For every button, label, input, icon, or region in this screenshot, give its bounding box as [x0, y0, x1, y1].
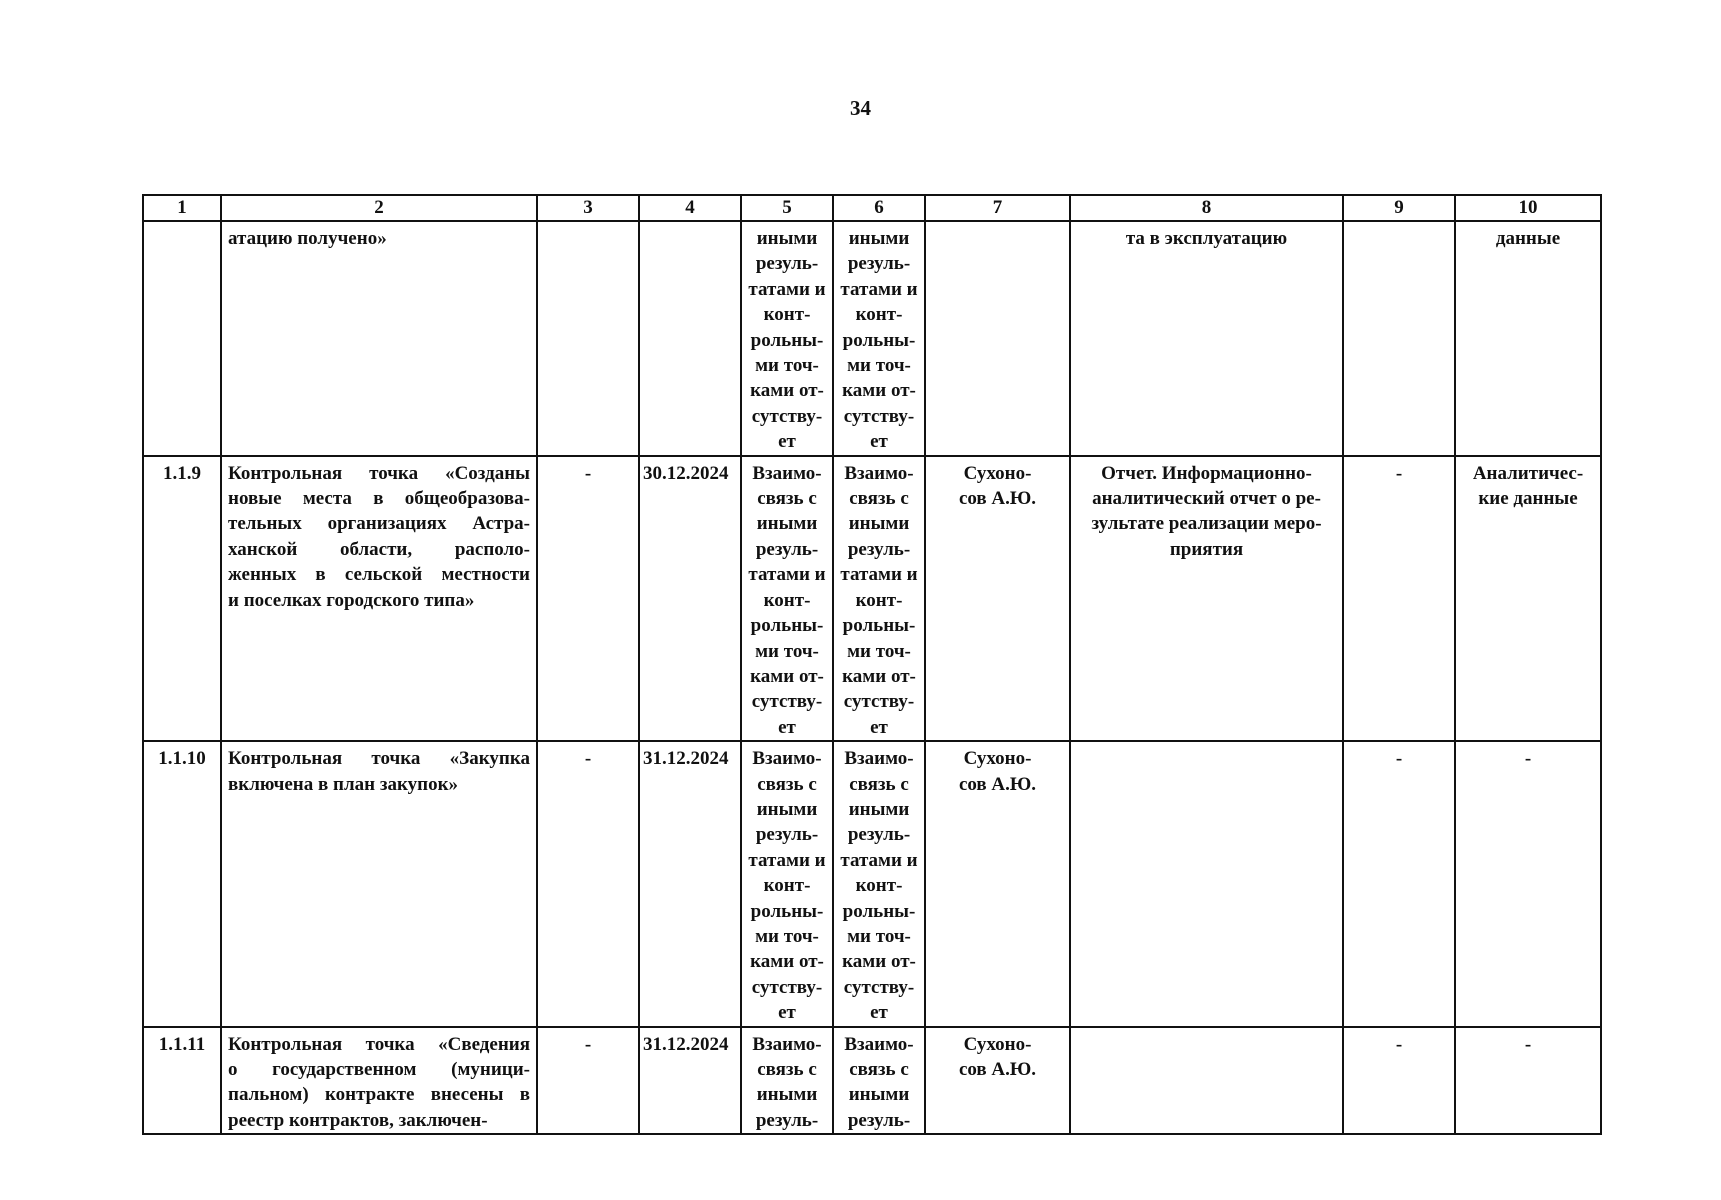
cell-line: резуль-	[755, 1109, 819, 1131]
cell-line: связь с	[849, 773, 909, 795]
plan-table	[142, 194, 1602, 1135]
cell-line: Контрольная точка «Сведения	[228, 1033, 530, 1055]
cell-line: связь с	[849, 1059, 909, 1080]
cell-line: приятия	[1169, 538, 1244, 560]
cell-line: Сухоно-	[963, 462, 1032, 484]
cell-line: женных в сельской местности	[228, 564, 530, 586]
cell-name	[221, 1027, 537, 1135]
cell-line: связь с	[757, 773, 817, 795]
cell-number: 1.1.9	[143, 456, 221, 741]
cell-line: резуль-	[847, 253, 911, 275]
cell-responsible	[925, 221, 1070, 456]
cell-line: Контрольная точка «Закупка	[228, 748, 530, 770]
cell-info-system	[1455, 1027, 1601, 1135]
cell-line: конт-	[763, 875, 811, 897]
cell-line: сутству-	[751, 691, 823, 713]
cell-line: конт-	[855, 589, 903, 611]
table-row-continuation	[143, 221, 1601, 456]
cell-line: ками от-	[750, 665, 824, 687]
cell-line: рольны-	[842, 615, 916, 637]
column-header: 5	[741, 195, 833, 221]
cell-line: ет	[778, 716, 796, 738]
cell-line: ет	[870, 431, 888, 453]
cell-line: сутству-	[751, 976, 823, 998]
cell-name	[221, 456, 537, 741]
cell-info-system	[1455, 741, 1601, 1026]
cell-line: иными	[848, 228, 910, 249]
column-number-row	[143, 195, 1601, 221]
cell-line: иными	[756, 798, 818, 820]
cell-relation-5	[741, 456, 833, 741]
cell-number	[143, 221, 221, 456]
cell-line: пальном) контракте внесены в	[228, 1084, 530, 1106]
column-header: 10	[1455, 195, 1601, 221]
cell-col9	[1343, 221, 1455, 456]
cell-line: Контрольная точка «Созданы	[228, 462, 530, 484]
cell-line: ет	[870, 716, 888, 738]
cell-relation-6	[833, 456, 925, 741]
cell-line: Аналитичес-	[1472, 462, 1584, 484]
cell-info-system	[1455, 456, 1601, 741]
cell-line: резуль-	[847, 1109, 911, 1131]
cell-line: резуль-	[847, 538, 911, 560]
cell-relation-5	[741, 1027, 833, 1135]
cell-line: татами и	[748, 849, 826, 871]
cell-line: резуль-	[847, 824, 911, 846]
cell-line: ет	[870, 1002, 888, 1024]
cell-name	[221, 741, 537, 1026]
cell-date: 30.12.2024	[639, 456, 741, 741]
cell-responsible	[925, 1027, 1070, 1135]
cell-line: ками от-	[842, 665, 916, 687]
cell-line: иными	[848, 513, 910, 535]
cell-number: 1.1.11	[143, 1027, 221, 1135]
cell-line: рольны-	[842, 329, 916, 351]
cell-line: новые места в общеобразова-	[228, 488, 530, 510]
cell-line: татами и	[748, 278, 826, 300]
cell-line: ми точ-	[755, 640, 819, 662]
cell-responsible	[925, 456, 1070, 741]
cell-col3: -	[537, 741, 639, 1026]
cell-line: -	[1524, 748, 1532, 770]
cell-line: зультате реализации меро-	[1091, 513, 1322, 535]
cell-date: 31.12.2024	[639, 741, 741, 1026]
cell-line: Взаимо-	[752, 748, 822, 770]
cell-line: -	[1524, 1033, 1532, 1055]
cell-line: ми точ-	[755, 925, 819, 947]
cell-col3: -	[537, 1027, 639, 1135]
cell-line: ет	[778, 1002, 796, 1024]
cell-line: ми точ-	[847, 640, 911, 662]
cell-col3	[537, 221, 639, 456]
cell-line: о государственном (муници-	[228, 1059, 530, 1080]
cell-line: иными	[848, 1084, 910, 1106]
cell-line: татами и	[840, 849, 918, 871]
cell-line: Взаимо-	[844, 462, 914, 484]
cell-relation-6	[833, 741, 925, 1026]
cell-relation-5	[741, 741, 833, 1026]
cell-line: иными	[756, 228, 818, 249]
column-header: 2	[221, 195, 537, 221]
cell-line: иными	[756, 1084, 818, 1106]
cell-line: рольны-	[750, 329, 824, 351]
column-header: 6	[833, 195, 925, 221]
cell-line: татами и	[748, 564, 826, 586]
cell-line: реестр контрактов, заключен-	[228, 1109, 488, 1131]
cell-line: сутству-	[843, 691, 915, 713]
cell-line: связь с	[849, 488, 909, 510]
cell-line: связь с	[757, 1059, 817, 1080]
cell-col9: -	[1343, 456, 1455, 741]
cell-line: ми точ-	[847, 925, 911, 947]
cell-line: резуль-	[755, 824, 819, 846]
cell-info-system: данные	[1455, 221, 1601, 456]
cell-line: сутству-	[843, 405, 915, 427]
cell-line: Взаимо-	[844, 748, 914, 770]
cell-relation-6	[833, 221, 925, 456]
cell-line: кие данные	[1478, 488, 1578, 510]
cell-line: конт-	[763, 304, 811, 326]
cell-relation-5	[741, 221, 833, 456]
cell-line: рольны-	[750, 615, 824, 637]
table-row	[143, 1027, 1601, 1135]
cell-line: Сухоно-	[963, 1033, 1032, 1055]
cell-line: конт-	[763, 589, 811, 611]
column-header: 9	[1343, 195, 1455, 221]
cell-line: конт-	[855, 875, 903, 897]
cell-line: ками от-	[842, 380, 916, 402]
cell-date	[639, 221, 741, 456]
cell-line: сов А.Ю.	[958, 488, 1037, 510]
table-row	[143, 456, 1601, 741]
cell-line: ками от-	[842, 951, 916, 973]
cell-responsible	[925, 741, 1070, 1026]
cell-col3: -	[537, 456, 639, 741]
cell-line: Сухоно-	[963, 748, 1032, 770]
cell-line: ханской области, располо-	[228, 538, 530, 560]
cell-line: рольны-	[842, 900, 916, 922]
cell-line: и поселках городского типа»	[228, 589, 475, 611]
cell-line: ками от-	[750, 380, 824, 402]
cell-line: Отчет. Информационно-	[1101, 462, 1312, 484]
cell-line: Взаимо-	[752, 1033, 822, 1055]
cell-line: ет	[778, 431, 796, 453]
cell-line: иными	[848, 798, 910, 820]
cell-document: та в эксплуатацию	[1070, 221, 1343, 456]
column-header: 7	[925, 195, 1070, 221]
column-header: 8	[1070, 195, 1343, 221]
cell-line: рольны-	[750, 900, 824, 922]
cell-line: ми точ-	[847, 355, 911, 377]
cell-line: включена в план закупок»	[228, 773, 459, 795]
cell-line: сов А.Ю.	[958, 1059, 1037, 1080]
cell-relation-6	[833, 1027, 925, 1135]
cell-line: конт-	[855, 304, 903, 326]
column-header: 3	[537, 195, 639, 221]
cell-line: сутству-	[843, 976, 915, 998]
column-header: 1	[143, 195, 221, 221]
cell-line: резуль-	[755, 253, 819, 275]
cell-number: 1.1.10	[143, 741, 221, 1026]
cell-line: иными	[756, 513, 818, 535]
cell-line: татами и	[840, 278, 918, 300]
cell-name: атацию получено»	[221, 221, 537, 456]
cell-document	[1070, 741, 1343, 1026]
cell-line: татами и	[840, 564, 918, 586]
cell-line: Взаимо-	[844, 1033, 914, 1055]
cell-line: аналитический отчет о ре-	[1092, 488, 1321, 510]
page-number: 34	[850, 96, 871, 120]
cell-line: сутству-	[751, 405, 823, 427]
cell-line: связь с	[757, 488, 817, 510]
cell-line: сов А.Ю.	[958, 773, 1037, 795]
cell-line: ми точ-	[755, 355, 819, 377]
cell-line: Взаимо-	[752, 462, 822, 484]
cell-line: тельных организациях Астра-	[228, 513, 530, 535]
cell-date: 31.12.2024	[639, 1027, 741, 1135]
cell-document	[1070, 456, 1343, 741]
table-row	[143, 741, 1601, 1026]
cell-document	[1070, 1027, 1343, 1135]
cell-col9: -	[1343, 1027, 1455, 1135]
cell-line: резуль-	[755, 538, 819, 560]
column-header: 4	[639, 195, 741, 221]
cell-col9: -	[1343, 741, 1455, 1026]
cell-line: ками от-	[750, 951, 824, 973]
